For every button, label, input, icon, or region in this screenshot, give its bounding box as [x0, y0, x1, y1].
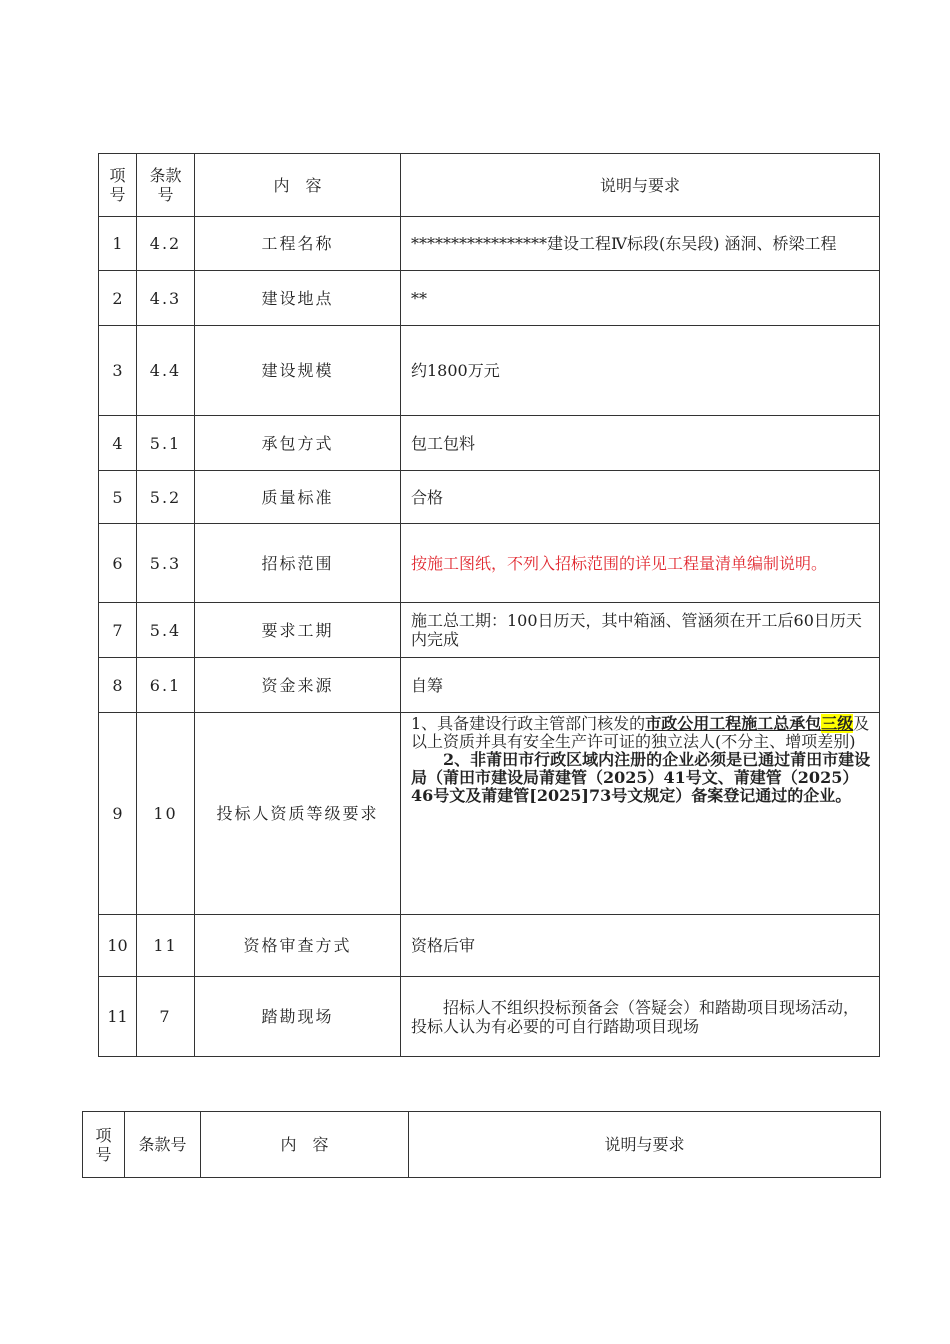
qualification-paragraph-2: 2、非莆田市行政区域内注册的企业必须是已通过莆田市建设局（莆田市建设局莆建管（2025）41号文、莆建管（2025）46号文及莆建管[2025]73号文规定）备案登记通过的企业。: [411, 750, 871, 805]
row-desc: [401, 713, 880, 915]
table-header-row: [99, 154, 880, 217]
row-no: 8: [99, 658, 137, 713]
row-clause: 5.4: [137, 603, 195, 658]
row-no: 4: [99, 416, 137, 471]
header-content: 内 容: [201, 1112, 409, 1178]
header-content: 内 容: [195, 154, 401, 217]
row-clause: 10: [137, 713, 195, 915]
row-clause: 4.3: [137, 271, 195, 326]
row-clause: 6.1: [137, 658, 195, 713]
table-row: [99, 603, 880, 658]
row-no: 1: [99, 217, 137, 271]
row-no: 10: [99, 915, 137, 977]
bid-info-table: [98, 153, 880, 1057]
row-desc: 资格后审: [401, 915, 880, 977]
row-item: 投标人资质等级要求: [195, 713, 401, 915]
bid-info-table-continued: [82, 1111, 881, 1178]
row-item: 建设规模: [195, 326, 401, 416]
header-clause-no: 条款号: [125, 1112, 201, 1178]
table-row: [99, 471, 880, 524]
row-desc: **: [401, 271, 880, 326]
row-desc: *****************建设工程Ⅳ标段(东吴段) 涵洞、桥梁工程: [401, 217, 880, 271]
row-no: 3: [99, 326, 137, 416]
qualification-paragraph-1: 1、具备建设行政主管部门核发的市政公用工程施工总承包三级及以上资质并具有安全生产许可证的独立法人(不分主、增项差别): [411, 714, 870, 751]
table-row: [99, 416, 880, 471]
row-clause: 11: [137, 915, 195, 977]
row-item: 招标范围: [195, 524, 401, 603]
row-no: 7: [99, 603, 137, 658]
row-desc: 合格: [401, 471, 880, 524]
row-item: 质量标准: [195, 471, 401, 524]
row-item: 工程名称: [195, 217, 401, 271]
table-row: [99, 977, 880, 1057]
row-desc: 按施工图纸，不列入招标范围的详见工程量清单编制说明。: [401, 524, 880, 603]
row-item: 资格审查方式: [195, 915, 401, 977]
row-no: 11: [99, 977, 137, 1057]
row-desc: 包工包料: [401, 416, 880, 471]
row-item: 承包方式: [195, 416, 401, 471]
header-clause-no: 条款号: [137, 154, 195, 217]
row-clause: 7: [137, 977, 195, 1057]
row-clause: 5.2: [137, 471, 195, 524]
row-clause: 4.4: [137, 326, 195, 416]
row-no: 9: [99, 713, 137, 915]
table-row: [99, 713, 880, 915]
row-no: 6: [99, 524, 137, 603]
table-row: [99, 658, 880, 713]
header-description: 说明与要求: [401, 154, 880, 217]
row-item: 资金来源: [195, 658, 401, 713]
row-clause: 5.1: [137, 416, 195, 471]
table-header-row: [83, 1112, 881, 1178]
header-description: 说明与要求: [409, 1112, 881, 1178]
row-item: 建设地点: [195, 271, 401, 326]
row-item: 要求工期: [195, 603, 401, 658]
table-row: [99, 524, 880, 603]
row-clause: 5.3: [137, 524, 195, 603]
table-row: [99, 217, 880, 271]
row-no: 5: [99, 471, 137, 524]
row-item: 踏勘现场: [195, 977, 401, 1057]
header-item-no: 项号: [99, 154, 137, 217]
row-no: 2: [99, 271, 137, 326]
header-item-no: 项号: [83, 1112, 125, 1178]
table-row: [99, 326, 880, 416]
row-desc: 自筹: [401, 658, 880, 713]
row-desc: 招标人不组织投标预备会（答疑会）和踏勘项目现场活动，投标人认为有必要的可自行踏勘项目现场: [401, 977, 880, 1057]
table-row: [99, 271, 880, 326]
table-row: [99, 915, 880, 977]
row-desc: 约1800万元: [401, 326, 880, 416]
row-clause: 4.2: [137, 217, 195, 271]
row-desc: 施工总工期：100日历天，其中箱涵、管涵须在开工后60日历天内完成: [401, 603, 880, 658]
